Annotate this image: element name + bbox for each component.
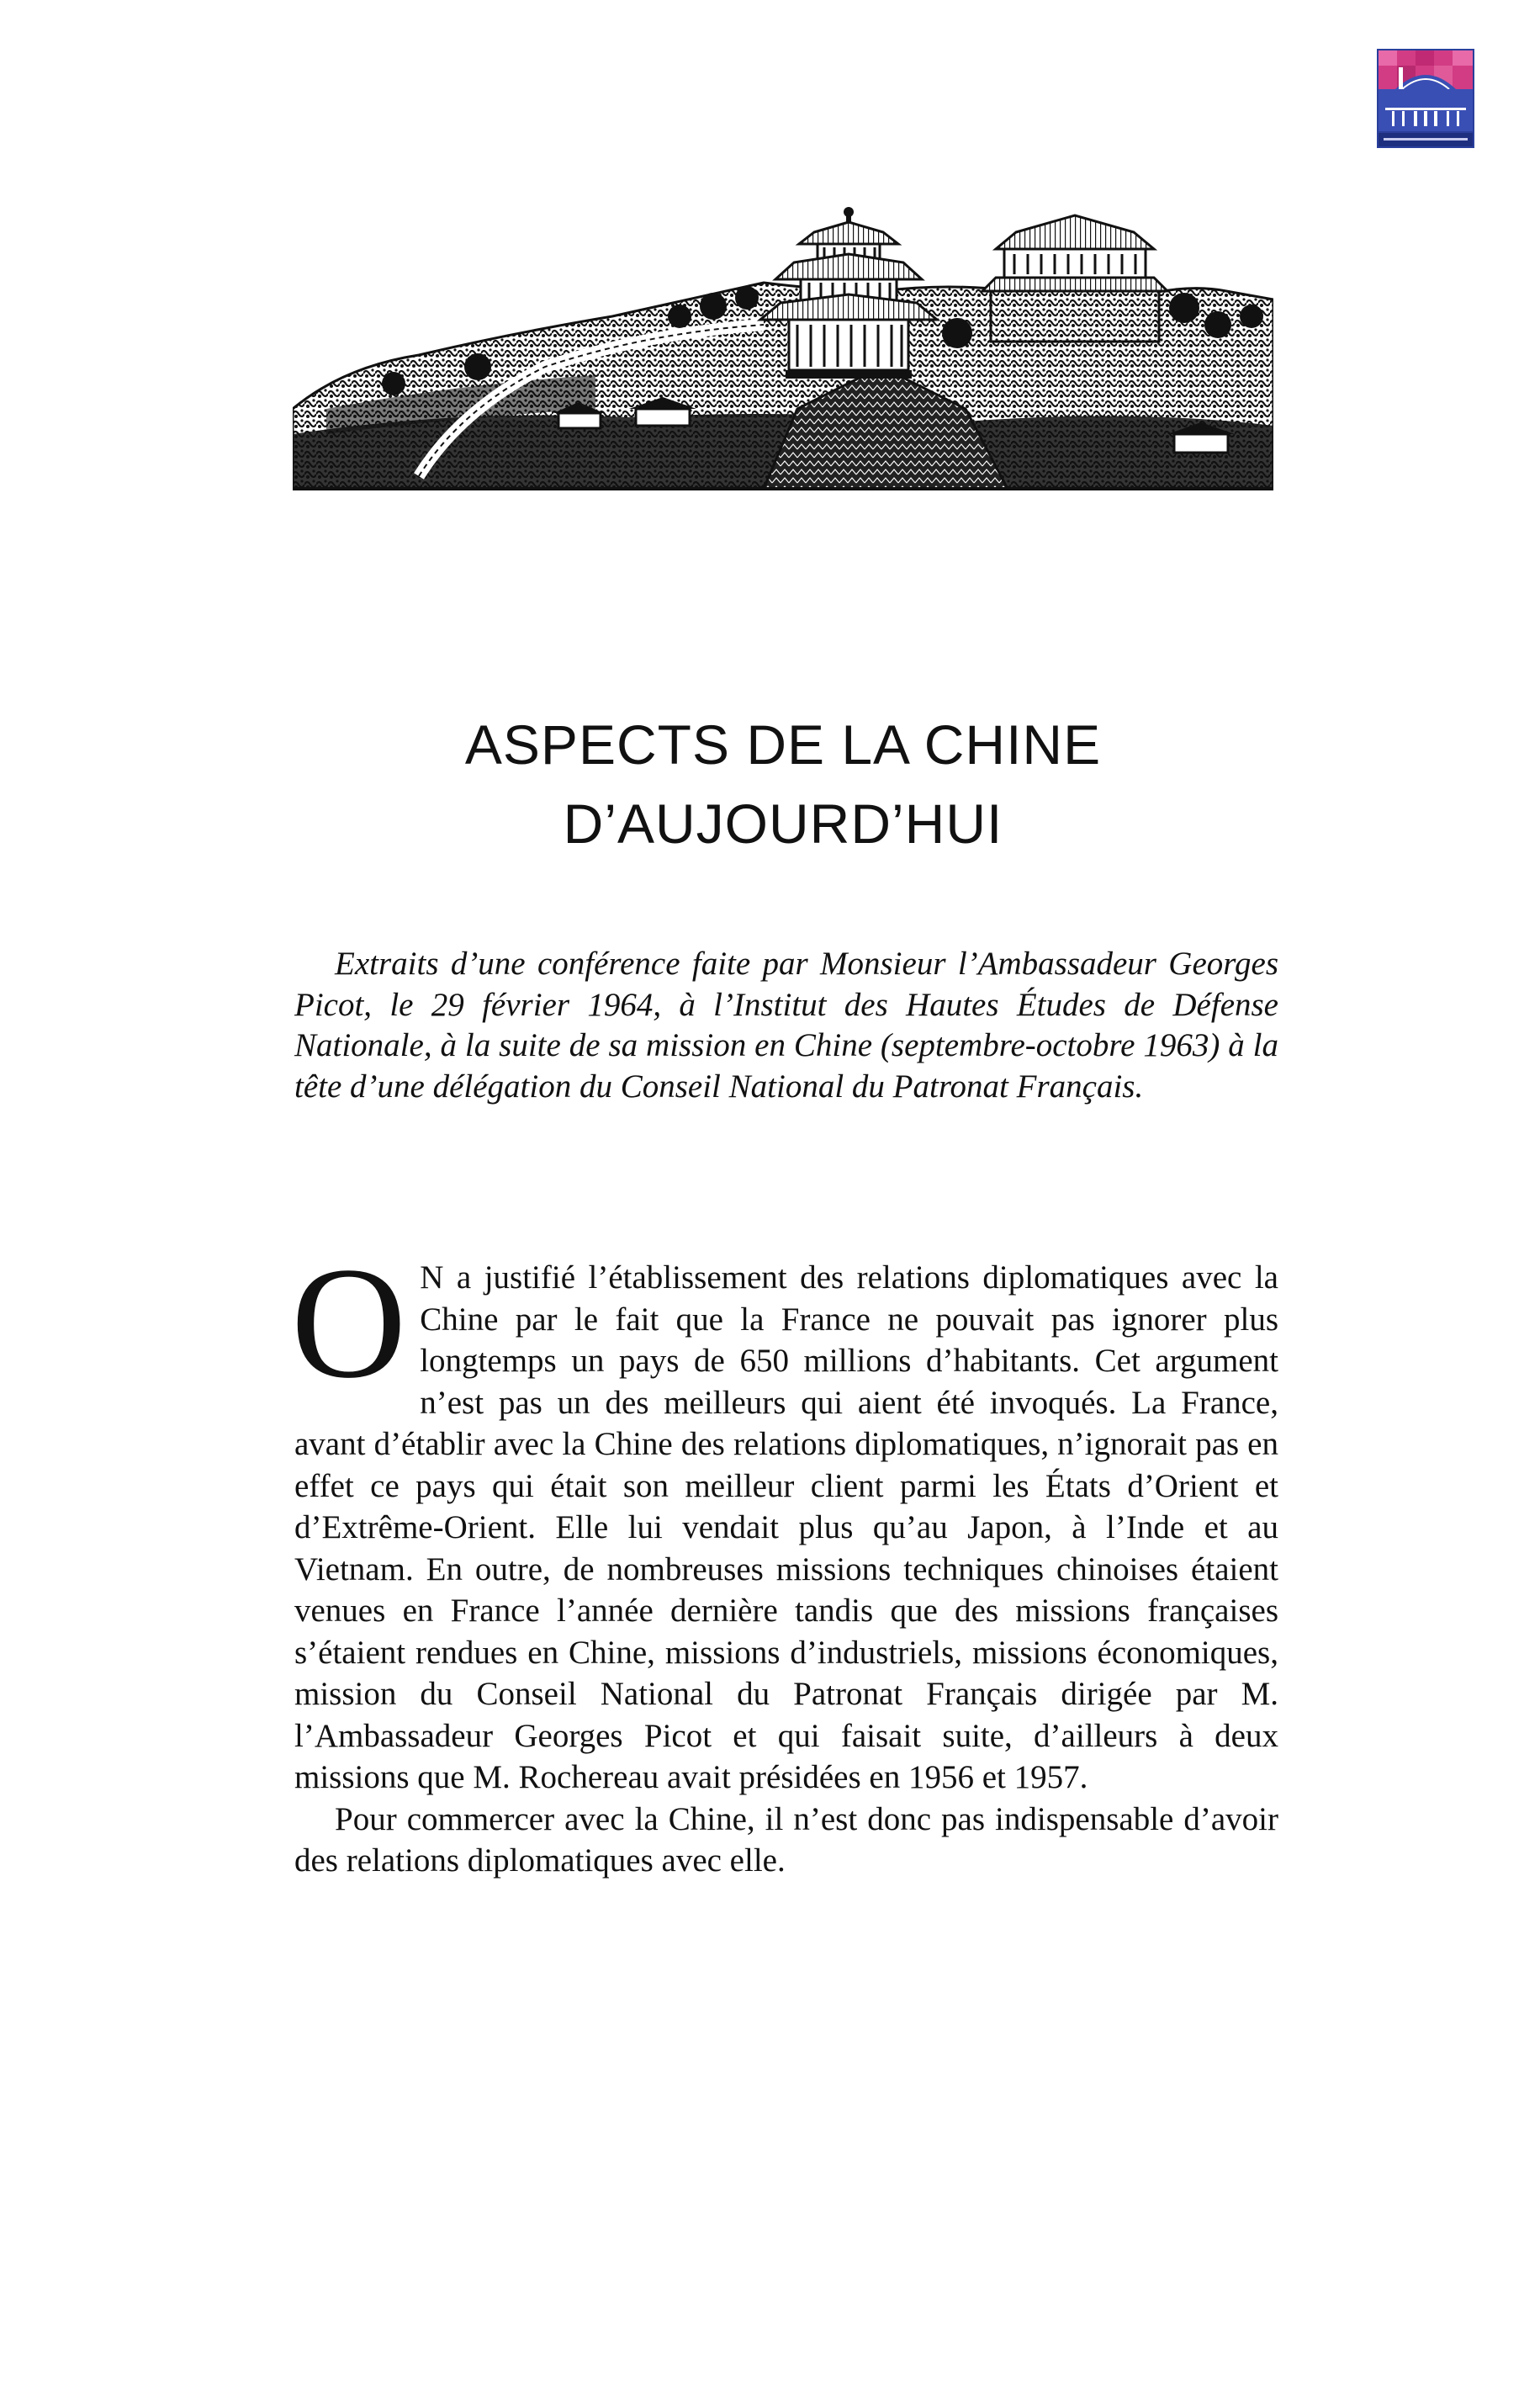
chinese-pagoda-landscape-icon xyxy=(293,156,1273,493)
cites-universitaires-logo xyxy=(1377,49,1474,148)
pagoda-landscape-illustration xyxy=(293,156,1273,493)
drop-cap: O xyxy=(291,1235,407,1412)
article-body xyxy=(291,1235,1278,1882)
logo-emblem-icon xyxy=(1377,49,1474,148)
article-paragraph-2: Pour commercer avec la Chine, il n’est donc pas indispensable d’avoir des relations diplomatiques avec elle. xyxy=(294,1800,1278,1879)
intro-paragraph: Extraits d’une conférence faite par Monsieur l’Ambassadeur Georges Picot, le 29 février 1964, à l’Institut des Hautes Études de Défense Nationale, à la suite de sa mission en Chine (septembre-octobre 1963) à la tête d’une délégation du Conseil National du Patronat Français. xyxy=(294,946,1278,1105)
page-title xyxy=(293,705,1273,863)
paragraph-1-text: N a justifié l’établissement des relations diplomatiques avec la Chine par le fait que la France ne pouvait pas ignorer plus longtemps un pays de 650 millions d’habitants. Cet argument n’est pas un des meilleurs qui aient été invoqués. La France, avant d’établir avec la Chine des relations diplomatiques, n’ignorait pas en effet ce pays qui était son meilleur client parmi les États d’Orient et d’Extrême-Orient. Elle lui vendait plus qu’au Japon, à l’Inde et au Vietnam. En outre, de nombreuses missions techniques chinoises étaient venues en France l’année dernière tandis que des missions françaises s’étaient rendues en Chine, missions d’industriels, missions économiques, mission du Conseil National du Patronat Français dirigée par M. l’Ambassadeur Georges Picot et qui faisait suite, d’ailleurs à deux missions que M. Rochereau avait présidées en 1956 et 1957. xyxy=(294,1259,1278,1795)
title-line-1: ASPECTS DE LA CHINE xyxy=(464,713,1102,776)
title-line-2: D’AUJOURD’HUI xyxy=(563,792,1003,855)
article-paragraph-1 xyxy=(291,1235,1278,1799)
